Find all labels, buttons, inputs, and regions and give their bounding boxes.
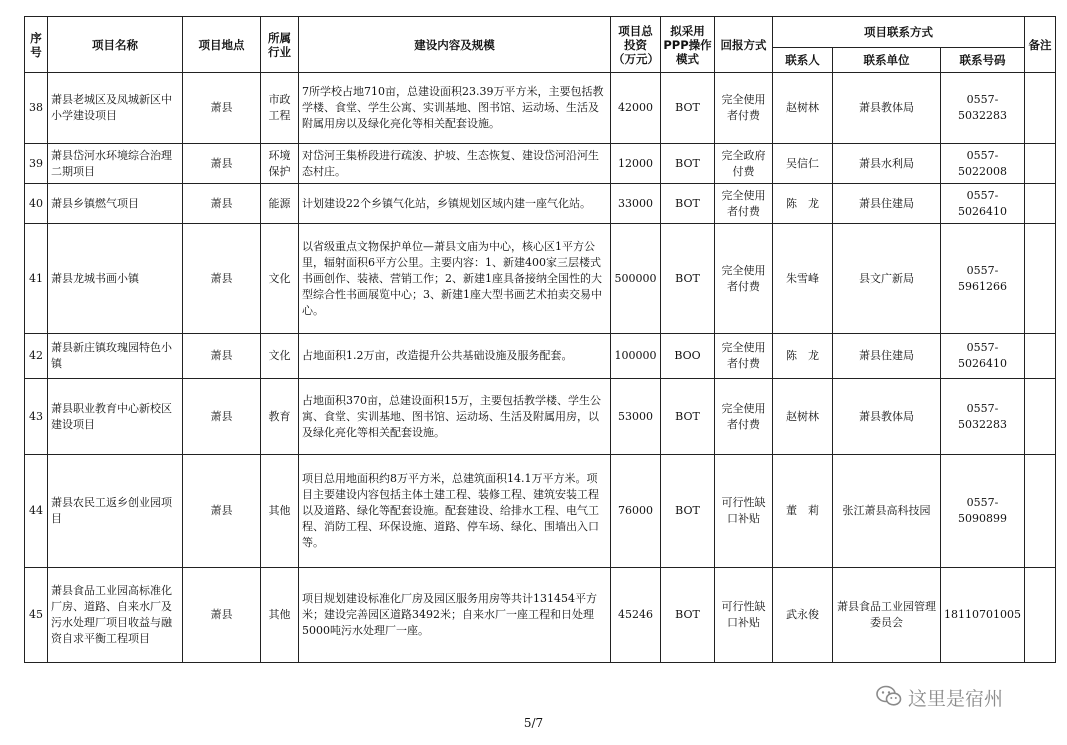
- cell-contact-person: 吴信仁: [773, 144, 833, 184]
- wechat-icon: [876, 685, 902, 711]
- cell-no: 45: [25, 568, 48, 663]
- cell-ppp-mode: BOT: [661, 455, 715, 568]
- cell-location: 萧县: [183, 73, 261, 144]
- cell-no: 41: [25, 224, 48, 334]
- cell-ppp-mode: BOT: [661, 224, 715, 334]
- cell-investment: 100000: [611, 334, 661, 379]
- cell-return-method: 完全使用者付费: [715, 73, 773, 144]
- cell-remark: [1025, 379, 1056, 455]
- cell-name: 萧县食品工业园高标准化厂房、道路、自来水厂及污水处理厂项目收益与融资自求平衡工程项目: [48, 568, 183, 663]
- cell-content: 占地面积370亩，总建设面积15万，主要包括教学楼、学生公寓、食堂、实训基地、图书馆、运动场、生活及附属用房，以及绿化亮化等相关配套设施。: [299, 379, 611, 455]
- cell-ppp-mode: BOT: [661, 73, 715, 144]
- header-contact-phone: 联系号码: [941, 48, 1025, 73]
- cell-contact-person: 朱雪峰: [773, 224, 833, 334]
- cell-contact-phone: 0557-5032283: [941, 73, 1025, 144]
- header-contact-unit: 联系单位: [833, 48, 941, 73]
- cell-no: 43: [25, 379, 48, 455]
- cell-industry: 文化: [261, 334, 299, 379]
- table-row: [25, 184, 1056, 224]
- cell-content: 对岱河王集桥段进行疏浚、护坡、生态恢复、建设岱河沿河生态村庄。: [299, 144, 611, 184]
- cell-contact-phone: 0557-5032283: [941, 379, 1025, 455]
- cell-location: 萧县: [183, 184, 261, 224]
- cell-name: 萧县岱河水环境综合治理二期项目: [48, 144, 183, 184]
- cell-remark: [1025, 224, 1056, 334]
- header-contact-person: 联系人: [773, 48, 833, 73]
- cell-return-method: 完全使用者付费: [715, 379, 773, 455]
- cell-return-method: 可行性缺口补贴: [715, 568, 773, 663]
- cell-ppp-mode: BOT: [661, 184, 715, 224]
- cell-contact-phone: 0557-5090899: [941, 455, 1025, 568]
- table-row: [25, 568, 1056, 663]
- cell-name: 萧县龙城书画小镇: [48, 224, 183, 334]
- cell-no: 42: [25, 334, 48, 379]
- cell-investment: 53000: [611, 379, 661, 455]
- cell-contact-person: 陈 龙: [773, 334, 833, 379]
- cell-contact-unit: 县文广新局: [833, 224, 941, 334]
- header-contact-group: 项目联系方式: [773, 17, 1025, 48]
- cell-remark: [1025, 455, 1056, 568]
- cell-location: 萧县: [183, 334, 261, 379]
- cell-industry: 市政工程: [261, 73, 299, 144]
- cell-location: 萧县: [183, 568, 261, 663]
- cell-no: 38: [25, 73, 48, 144]
- cell-contact-unit: 萧县教体局: [833, 379, 941, 455]
- cell-contact-phone: 0557-5026410: [941, 184, 1025, 224]
- cell-contact-unit: 萧县教体局: [833, 73, 941, 144]
- cell-ppp-mode: BOT: [661, 379, 715, 455]
- cell-content: 项目规划建设标准化厂房及园区服务用房等共计131454平方米；建设完善园区道路3492米；自来水厂一座工程和日处理5000吨污水处理厂一座。: [299, 568, 611, 663]
- cell-industry: 环境保护: [261, 144, 299, 184]
- cell-return-method: 完全使用者付费: [715, 224, 773, 334]
- cell-contact-phone: 0557-5022008: [941, 144, 1025, 184]
- cell-content: 项目总用地面积约8万平方米，总建筑面积14.1万平方米。项目主要建设内容包括主体土建工程、装修工程、建筑安装工程以及道路、绿化等配套设施。配套建设、给排水工程、电气工程、消防工程、环保设施、道路、停车场、绿化、围墙出入口等。: [299, 455, 611, 568]
- table-row: [25, 379, 1056, 455]
- page-number: 5/7: [523, 716, 544, 730]
- cell-name: 萧县乡镇燃气项目: [48, 184, 183, 224]
- cell-no: 44: [25, 455, 48, 568]
- cell-name: 萧县新庄镇玫瑰园特色小镇: [48, 334, 183, 379]
- header-location: 项目地点: [183, 17, 261, 73]
- cell-no: 39: [25, 144, 48, 184]
- cell-contact-unit: 萧县水利局: [833, 144, 941, 184]
- cell-ppp-mode: BOT: [661, 144, 715, 184]
- cell-contact-person: 赵树林: [773, 379, 833, 455]
- watermark-text: 这里是宿州: [908, 688, 1004, 710]
- cell-location: 萧县: [183, 144, 261, 184]
- header-return-method: 回报方式: [715, 17, 773, 73]
- cell-content: 7所学校占地710亩，总建设面积23.39万平方米，主要包括教学楼、食堂、学生公寓、实训基地、图书馆、运动场、生活及附属用房以及绿化亮化等相关配套设施。: [299, 73, 611, 144]
- cell-investment: 45246: [611, 568, 661, 663]
- project-table: [24, 16, 1056, 663]
- cell-return-method: 可行性缺口补贴: [715, 455, 773, 568]
- table-row: [25, 334, 1056, 379]
- cell-no: 40: [25, 184, 48, 224]
- cell-contact-phone: 0557-5026410: [941, 334, 1025, 379]
- cell-investment: 12000: [611, 144, 661, 184]
- cell-contact-unit: 萧县食品工业园管理委员会: [833, 568, 941, 663]
- cell-contact-person: 武永俊: [773, 568, 833, 663]
- table-row: [25, 73, 1056, 144]
- header-content: 建设内容及规模: [299, 17, 611, 73]
- header-investment: 项目总投资（万元）: [611, 17, 661, 73]
- cell-contact-unit: 萧县住建局: [833, 184, 941, 224]
- cell-content: 占地面积1.2万亩，改造提升公共基础设施及服务配套。: [299, 334, 611, 379]
- cell-location: 萧县: [183, 455, 261, 568]
- cell-investment: 42000: [611, 73, 661, 144]
- cell-industry: 能源: [261, 184, 299, 224]
- cell-content: 以省级重点文物保护单位—萧县文庙为中心，核心区1平方公里，辐射面积6平方公里。主要内容：1、新建400家三层楼式书画创作、装裱、营销工作；2、新建1座具备接纳全国性的大型综合性书画展览中心；3、新建1座大型书画艺术拍卖交易中心。: [299, 224, 611, 334]
- cell-content: 计划建设22个乡镇气化站，乡镇规划区域内建一座气化站。: [299, 184, 611, 224]
- cell-industry: 文化: [261, 224, 299, 334]
- cell-contact-unit: 张江萧县高科技园: [833, 455, 941, 568]
- header-ppp-mode: 拟采用PPP操作模式: [661, 17, 715, 73]
- cell-industry: 其他: [261, 455, 299, 568]
- cell-remark: [1025, 568, 1056, 663]
- cell-ppp-mode: BOO: [661, 334, 715, 379]
- cell-location: 萧县: [183, 224, 261, 334]
- cell-remark: [1025, 334, 1056, 379]
- cell-remark: [1025, 144, 1056, 184]
- cell-name: 萧县农民工返乡创业园项目: [48, 455, 183, 568]
- table-row: [25, 144, 1056, 184]
- table-row: [25, 455, 1056, 568]
- cell-return-method: 完全使用者付费: [715, 334, 773, 379]
- cell-return-method: 完全使用者付费: [715, 184, 773, 224]
- cell-contact-person: 陈 龙: [773, 184, 833, 224]
- cell-industry: 其他: [261, 568, 299, 663]
- cell-ppp-mode: BOT: [661, 568, 715, 663]
- cell-return-method: 完全政府付费: [715, 144, 773, 184]
- cell-contact-person: 赵树林: [773, 73, 833, 144]
- watermark: [876, 684, 1003, 711]
- cell-location: 萧县: [183, 379, 261, 455]
- cell-name: 萧县职业教育中心新校区建设项目: [48, 379, 183, 455]
- header-no: 序号: [25, 17, 48, 73]
- cell-contact-phone: 18110701005: [941, 568, 1025, 663]
- table-row: [25, 224, 1056, 334]
- cell-investment: 76000: [611, 455, 661, 568]
- header-remarks: 备注: [1025, 17, 1056, 73]
- cell-investment: 500000: [611, 224, 661, 334]
- cell-contact-unit: 萧县住建局: [833, 334, 941, 379]
- cell-contact-phone: 0557-5961266: [941, 224, 1025, 334]
- cell-remark: [1025, 73, 1056, 144]
- cell-remark: [1025, 184, 1056, 224]
- cell-name: 萧县老城区及凤城新区中小学建设项目: [48, 73, 183, 144]
- cell-industry: 教育: [261, 379, 299, 455]
- header-industry: 所属行业: [261, 17, 299, 73]
- cell-contact-person: 董 莉: [773, 455, 833, 568]
- header-name: 项目名称: [48, 17, 183, 73]
- cell-investment: 33000: [611, 184, 661, 224]
